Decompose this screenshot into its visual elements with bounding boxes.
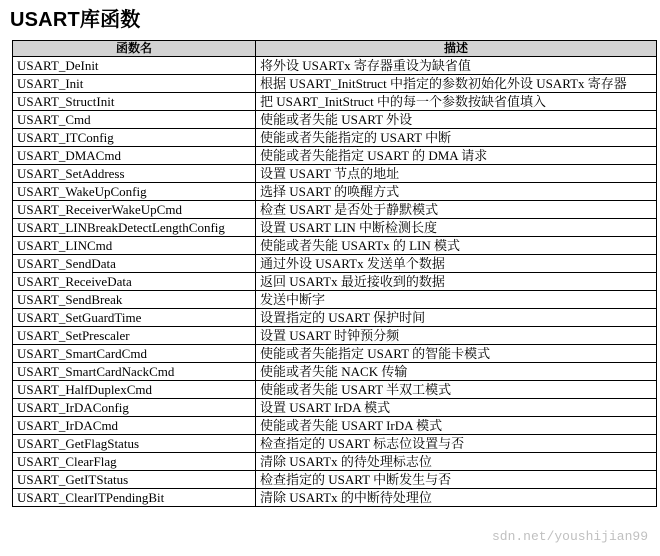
description-cell: 设置指定的 USART 保护时间 [256,309,657,327]
description-cell: 返回 USARTx 最近接收到的数据 [256,273,657,291]
description-cell: 检查 USART 是否处于静默模式 [256,201,657,219]
description-cell: 使能或者失能指定 USART 的智能卡模式 [256,345,657,363]
table-row [13,165,657,183]
function-name-cell: USART_ReceiveData [13,273,256,291]
table-row [13,57,657,75]
description-cell: 使能或者失能 USART 外设 [256,111,657,129]
description-cell: 检查指定的 USART 标志位设置与否 [256,435,657,453]
function-name-cell: USART_GetITStatus [13,471,256,489]
description-cell: 使能或者失能 USARTx 的 LIN 模式 [256,237,657,255]
description-cell: 发送中断字 [256,291,657,309]
description-cell: 根据 USART_InitStruct 中指定的参数初始化外设 USARTx 寄存器 [256,75,657,93]
description-cell: 使能或者失能 USART 半双工模式 [256,381,657,399]
function-name-cell: USART_GetFlagStatus [13,435,256,453]
function-name-cell: USART_IrDACmd [13,417,256,435]
table-body [13,57,657,507]
column-header-description: 描述 [256,41,657,57]
function-name-cell: USART_ITConfig [13,129,256,147]
function-table [12,40,657,507]
description-cell: 选择 USART 的唤醒方式 [256,183,657,201]
table-row [13,345,657,363]
function-name-cell: USART_SendData [13,255,256,273]
description-cell: 把 USART_InitStruct 中的每一个参数按缺省值填入 [256,93,657,111]
table-row [13,183,657,201]
description-cell: 清除 USARTx 的中断待处理位 [256,489,657,507]
function-name-cell: USART_SetPrescaler [13,327,256,345]
table-row [13,273,657,291]
table-row [13,417,657,435]
table-row [13,381,657,399]
function-table-container [12,40,656,507]
function-name-cell: USART_LINBreakDetectLengthConfig [13,219,256,237]
function-name-cell: USART_ClearITPendingBit [13,489,256,507]
description-cell: 使能或者失能指定的 USART 中断 [256,129,657,147]
description-cell: 使能或者失能 NACK 传输 [256,363,657,381]
table-row [13,309,657,327]
function-name-cell: USART_DeInit [13,57,256,75]
description-cell: 将外设 USARTx 寄存器重设为缺省值 [256,57,657,75]
function-name-cell: USART_ClearFlag [13,453,256,471]
function-name-cell: USART_SendBreak [13,291,256,309]
function-name-cell: USART_StructInit [13,93,256,111]
function-name-cell: USART_SetAddress [13,165,256,183]
table-row [13,453,657,471]
function-name-cell: USART_SetGuardTime [13,309,256,327]
function-name-cell: USART_IrDAConfig [13,399,256,417]
function-name-cell: USART_Cmd [13,111,256,129]
watermark: sdn.net/youshijian99 [491,529,648,544]
table-row [13,471,657,489]
table-row [13,93,657,111]
description-cell: 通过外设 USARTx 发送单个数据 [256,255,657,273]
table-row [13,147,657,165]
page-title: USART库函数 [10,9,141,31]
description-cell: 设置 USART LIN 中断检测长度 [256,219,657,237]
table-row [13,489,657,507]
function-name-cell: USART_Init [13,75,256,93]
table-row [13,363,657,381]
table-row [13,237,657,255]
table-row [13,201,657,219]
description-cell: 检查指定的 USART 中断发生与否 [256,471,657,489]
description-cell: 清除 USARTx 的待处理标志位 [256,453,657,471]
function-name-cell: USART_LINCmd [13,237,256,255]
function-name-cell: USART_ReceiverWakeUpCmd [13,201,256,219]
table-row [13,399,657,417]
table-row [13,219,657,237]
function-name-cell: USART_SmartCardNackCmd [13,363,256,381]
table-row [13,291,657,309]
table-row [13,129,657,147]
description-cell: 设置 USART 节点的地址 [256,165,657,183]
table-row [13,327,657,345]
function-name-cell: USART_SmartCardCmd [13,345,256,363]
table-row [13,435,657,453]
function-name-cell: USART_DMACmd [13,147,256,165]
table-row [13,111,657,129]
description-cell: 使能或者失能指定 USART 的 DMA 请求 [256,147,657,165]
column-header-function-name: 函数名 [13,41,256,57]
description-cell: 设置 USART IrDA 模式 [256,399,657,417]
table-row [13,75,657,93]
description-cell: 使能或者失能 USART IrDA 模式 [256,417,657,435]
description-cell: 设置 USART 时钟预分频 [256,327,657,345]
table-row [13,255,657,273]
function-name-cell: USART_HalfDuplexCmd [13,381,256,399]
table-header-row [13,41,657,57]
function-name-cell: USART_WakeUpConfig [13,183,256,201]
